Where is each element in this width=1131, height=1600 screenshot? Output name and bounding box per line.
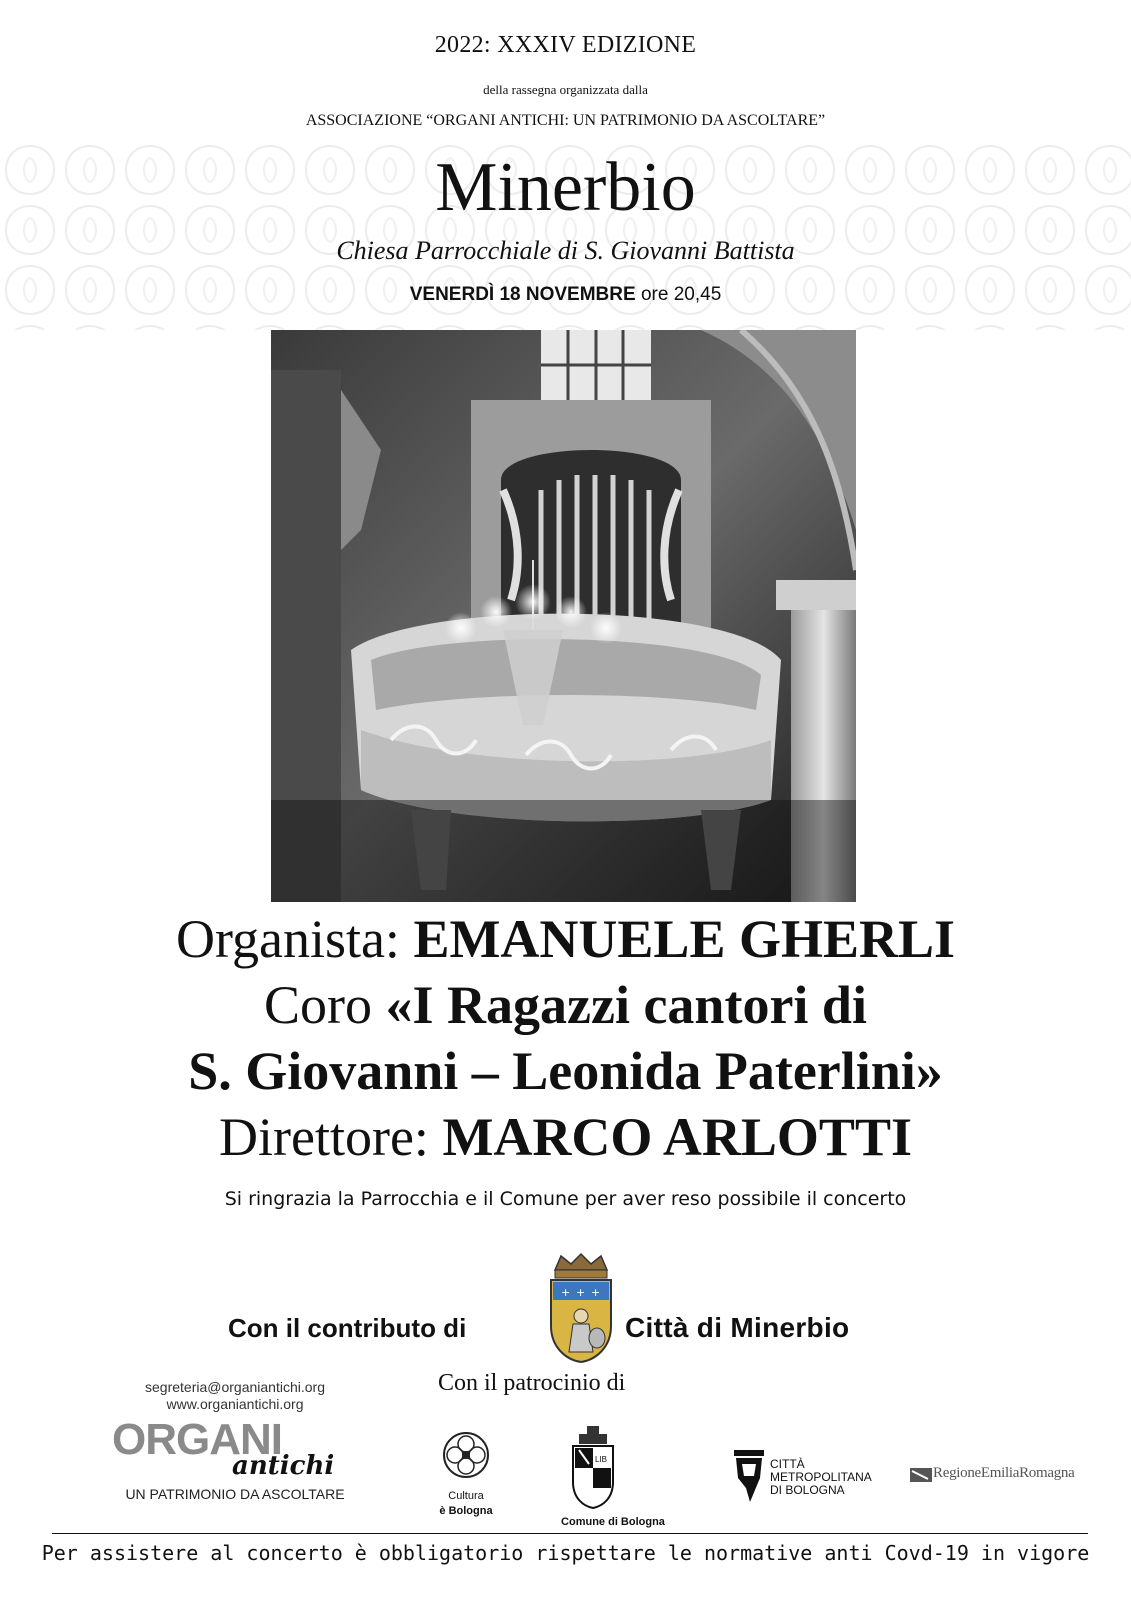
comune-bologna-label: Comune di Bologna bbox=[561, 1516, 665, 1528]
director-label: Direttore: bbox=[219, 1107, 429, 1167]
regione-emilia-romagna-logo-icon bbox=[910, 1468, 932, 1482]
regione-label: RegioneEmiliaRomagna bbox=[933, 1465, 1075, 1481]
choir-line-2 bbox=[0, 1038, 1131, 1104]
svg-text:+: + bbox=[591, 1286, 601, 1299]
svg-text:antichi: antichi bbox=[232, 1451, 335, 1478]
event-time: ore 20,45 bbox=[640, 284, 722, 305]
city-name: Città di Minerbio bbox=[625, 1312, 850, 1343]
svg-text:LIB: LIB bbox=[595, 1455, 608, 1464]
town-title: Minerbio bbox=[435, 149, 696, 226]
metro-label-line-3: DI BOLOGNA bbox=[770, 1483, 845, 1497]
choir-line-1 bbox=[0, 972, 1131, 1038]
acknowledgement-text: Si ringrazia la Parrocchia e il Comune per aver reso possibile il concerto bbox=[224, 1188, 907, 1210]
metro-label-line-2: METROPOLITANA bbox=[770, 1470, 872, 1484]
svg-text:+: + bbox=[576, 1286, 586, 1299]
organizer-email: segreteria@organiantichi.org bbox=[145, 1379, 325, 1395]
choir-name-part-2: S. Giovanni – Leonida Paterlini» bbox=[188, 1041, 943, 1101]
cultura-label: Cultura bbox=[448, 1490, 484, 1502]
patronage-label: Con il patrocinio di bbox=[438, 1370, 626, 1396]
contribution-label: Con il contributo di bbox=[228, 1313, 467, 1343]
covid-notice: Per assistere al concerto è obbligatorio rispettare le normative anti Covd-19 in vigore bbox=[41, 1541, 1090, 1565]
choir-label: Coro bbox=[264, 975, 373, 1035]
svg-text:+: + bbox=[561, 1286, 571, 1299]
director-line bbox=[0, 1104, 1131, 1170]
church-name: Chiesa Parrocchiale di S. Giovanni Battista bbox=[336, 236, 795, 265]
rassegna-subtitle: della rassegna organizzata dalla bbox=[483, 82, 648, 97]
cultura-bologna-logo-icon bbox=[441, 1430, 491, 1480]
organi-antichi-logo bbox=[112, 1414, 352, 1478]
organizer-tagline: UN PATRIMONIO DA ASCOLTARE bbox=[125, 1486, 345, 1502]
edition-title: 2022: XXXIV EDIZIONE bbox=[434, 32, 697, 58]
metro-label-line-1: CITTÀ bbox=[770, 1457, 805, 1471]
minerbio-coat-of-arms-icon bbox=[545, 1252, 617, 1364]
event-day: VENERDÌ 18 NOVEMBRE bbox=[409, 284, 636, 305]
director-name: MARCO ARLOTTI bbox=[442, 1107, 912, 1167]
organist-name: EMANUELE GHERLI bbox=[413, 909, 956, 969]
svg-text:ORGANI: ORGANI bbox=[112, 1415, 282, 1464]
association-name: ASSOCIAZIONE “ORGANI ANTICHI: UN PATRIMONIO DA ASCOLTARE” bbox=[305, 112, 826, 129]
organ-loft-photo bbox=[271, 330, 856, 902]
organist-line bbox=[0, 906, 1131, 972]
comune-bologna-crest-icon bbox=[569, 1424, 617, 1510]
footer-divider bbox=[52, 1533, 1088, 1534]
cultura-bologna-label: è Bologna bbox=[439, 1505, 493, 1517]
event-date bbox=[0, 284, 1131, 306]
choir-name-part-1: «I Ragazzi cantori di bbox=[385, 975, 867, 1035]
citta-metropolitana-logo-icon bbox=[730, 1448, 768, 1504]
organist-label: Organista: bbox=[175, 909, 400, 969]
organizer-website: www.organiantichi.org bbox=[166, 1396, 304, 1412]
